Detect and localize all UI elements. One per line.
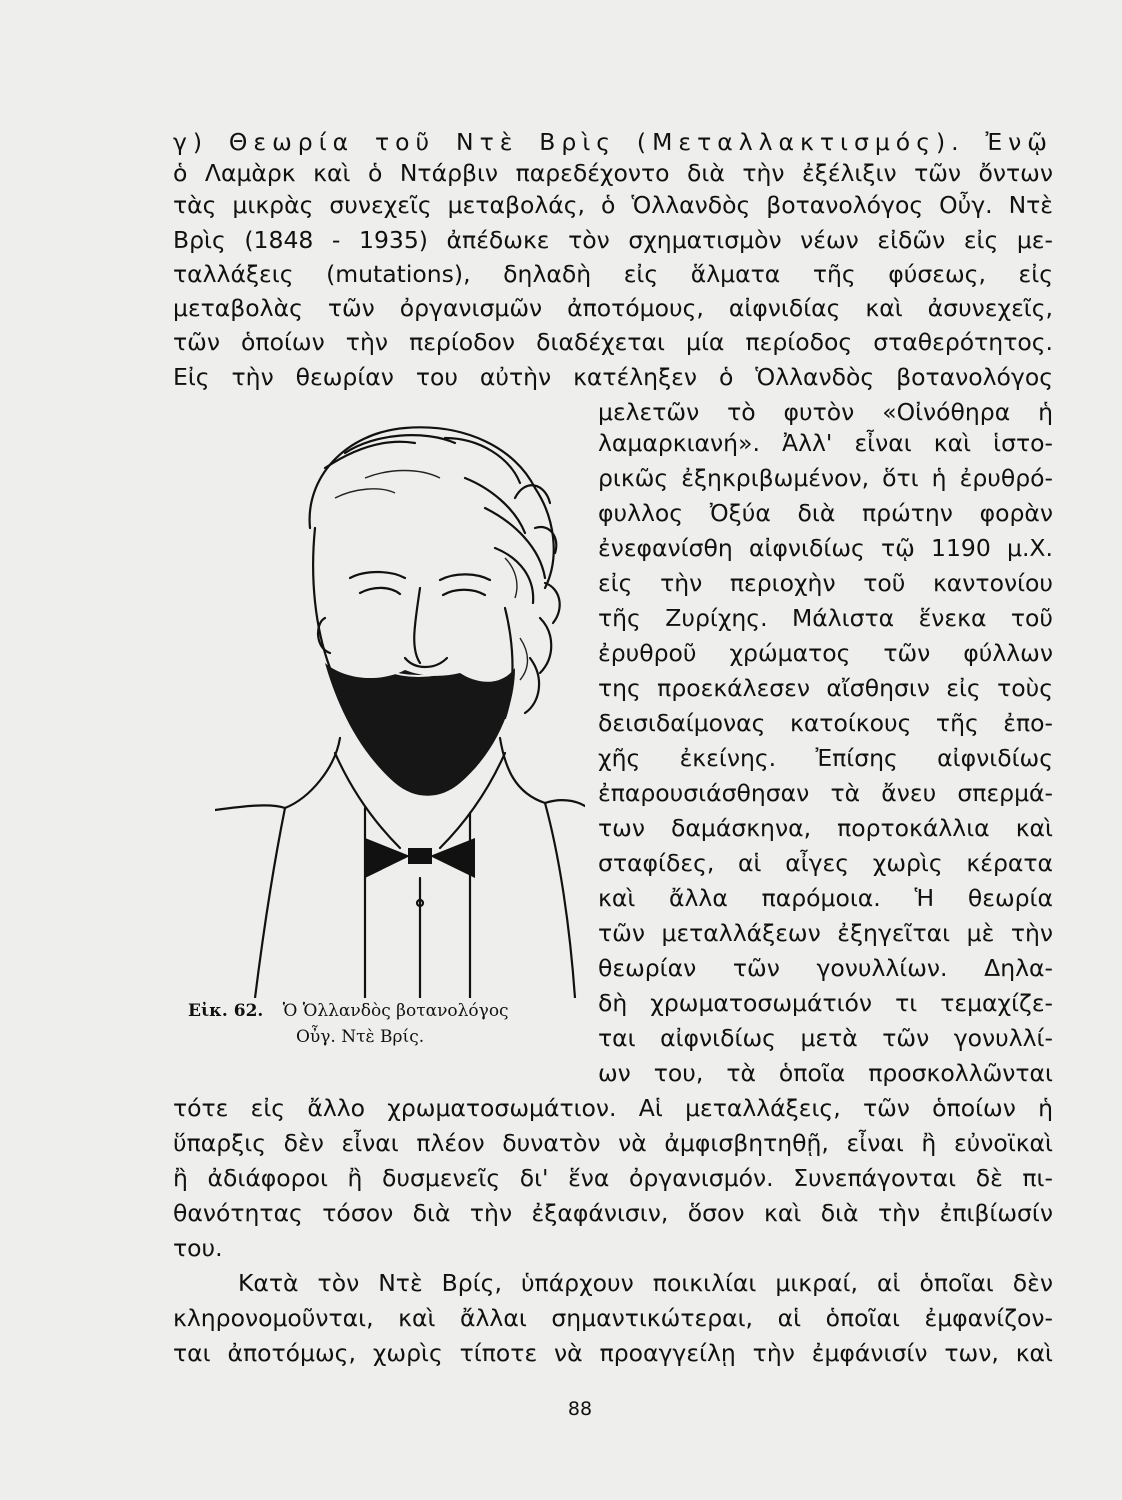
text-line: των δαμάσκηνα, πορτοκάλλια καὶ: [598, 814, 1053, 842]
text-line: ἐρυθροῦ χρώματος τῶν φύλλων: [598, 639, 1053, 667]
text-line: Κατὰ τὸν Ντὲ Βρίς, ὑπάρχουν ποικιλίαι μικραί, αἱ ὁποῖαι δὲν: [238, 1269, 1053, 1297]
text-line: ται ἀποτόμως, χωρὶς τίποτε νὰ προαγγείλῃ τὴν ἐμφάνισίν των, καὶ: [173, 1339, 1053, 1367]
text-line: μελετῶν τὸ φυτὸν «Οἰνόθηρα ἡ: [598, 398, 1053, 426]
text-line: χῆς ἐκείνης. Ἐπίσης αἰφνιδίως: [598, 744, 1053, 772]
text-line: [173, 127, 1053, 157]
caption-line-2: Οὖγ. Ντὲ Βρίς.: [296, 1027, 425, 1047]
text-line: τῶν ὁποίων τὴν περίοδον διαδέχεται μία περίοδος σταθερότητος.: [173, 328, 1053, 356]
text-line: Βρὶς (1848 - 1935) ἀπέδωκε τὸν σχηματισμὸν νέων εἰδῶν εἰς με-: [173, 226, 1053, 254]
text-line: του.: [173, 1234, 223, 1262]
page-number: 88: [567, 1398, 593, 1420]
caption-line-1: Ὁ Ὁλλανδὸς βοτανολόγος: [282, 1001, 509, 1021]
portrait-illustration: [215, 408, 585, 998]
text-line: τὰς μικρὰς συνεχεῖς μεταβολάς, ὁ Ὁλλανδὸς βοτανολόγος Οὖγ. Ντὲ: [173, 191, 1053, 219]
text-line: ρικῶς ἐξηκριβωμένον, ὅτι ἡ ἐρυθρό-: [598, 464, 1053, 492]
text-line: ὁ Λαμὰρκ καὶ ὁ Ντάρβιν παρεδέχοντο διὰ τὴν ἐξέλιξιν τῶν ὄντων: [173, 159, 1053, 187]
text-line: φυλλος Ὀξύα διὰ πρώτην φορὰν: [598, 499, 1053, 527]
text-line: λαμαρκιανή». Ἀλλ' εἶναι καὶ ἱστο-: [598, 429, 1053, 457]
text-line: ἐπαρουσιάσθησαν τὰ ἄνευ σπερμά-: [598, 779, 1053, 807]
text-line: θεωρίαν τῶν γονυλλίων. Δηλα-: [598, 954, 1053, 982]
text-line: ἢ ἀδιάφοροι ἢ δυσμενεῖς δι' ἕνα ὀργανισμόν. Συνεπάγονται δὲ πι-: [173, 1164, 1053, 1192]
text-line: ταλλάξεις (mutations), δηλαδὴ εἰς ἅλματα τῆς φύσεως, εἰς: [173, 260, 1053, 288]
figure-caption: [188, 998, 588, 1050]
text-line: δεισιδαίμονας κατοίκους τῆς ἐπο-: [598, 709, 1053, 737]
figure-label: Εἰκ. 62.: [188, 1001, 264, 1021]
text-line: ων του, τὰ ὁποῖα προσκολλῶνται: [598, 1059, 1053, 1087]
text-line: τῶν μεταλλάξεων ἐξηγεῖται μὲ τὴν: [598, 919, 1053, 947]
text-line: Εἰς τὴν θεωρίαν του αὐτὴν κατέληξεν ὁ Ὁλλανδὸς βοτανολόγος: [173, 363, 1053, 391]
text-line: θανότητας τόσον διὰ τὴν ἐξαφάνισιν, ὅσον καὶ διὰ τὴν ἐπιβίωσίν: [173, 1199, 1053, 1227]
text-line: εἰς τὴν περιοχὴν τοῦ καντονίου: [598, 569, 1053, 597]
text-line: της προεκάλεσεν αἴσθησιν εἰς τοὺς: [598, 674, 1053, 702]
text-line: δὴ χρωματοσωμάτιόν τι τεμαχίζε-: [598, 989, 1053, 1017]
text-line: καὶ ἄλλα παρόμοια. Ἡ θεωρία: [598, 884, 1053, 912]
text-line: ὕπαρξις δὲν εἶναι πλέον δυνατὸν νὰ ἀμφισβητηθῇ, εἶναι ἢ εὐνοϊκαὶ: [173, 1129, 1053, 1157]
text-line: σταφίδες, αἱ αἶγες χωρὶς κέρατα: [598, 849, 1053, 877]
text-line: κληρονομοῦνται, καὶ ἄλλαι σημαντικώτεραι, αἱ ὁποῖαι ἐμφανίζον-: [173, 1304, 1053, 1332]
text-line: τότε εἰς ἄλλο χρωματοσωμάτιον. Αἱ μεταλλάξεις, τῶν ὁποίων ἡ: [173, 1094, 1053, 1122]
text-line: ται αἰφνιδίως μετὰ τῶν γονυλλί-: [598, 1024, 1053, 1052]
text-line: τῆς Ζυρίχης. Μάλιστα ἕνεκα τοῦ: [598, 604, 1053, 632]
text-line: μεταβολὰς τῶν ὀργανισμῶν ἀποτόμους, αἰφνιδίας καὶ ἀσυνεχεῖς,: [173, 294, 1053, 322]
section-heading: γ) Θεωρία τοῦ Ντὲ Βρὶς (Μεταλλακτισμός). Ἐνῷ: [173, 128, 1053, 156]
text-line: ἐνεφανίσθη αἰφνιδίως τῷ 1190 μ.Χ.: [598, 534, 1053, 562]
